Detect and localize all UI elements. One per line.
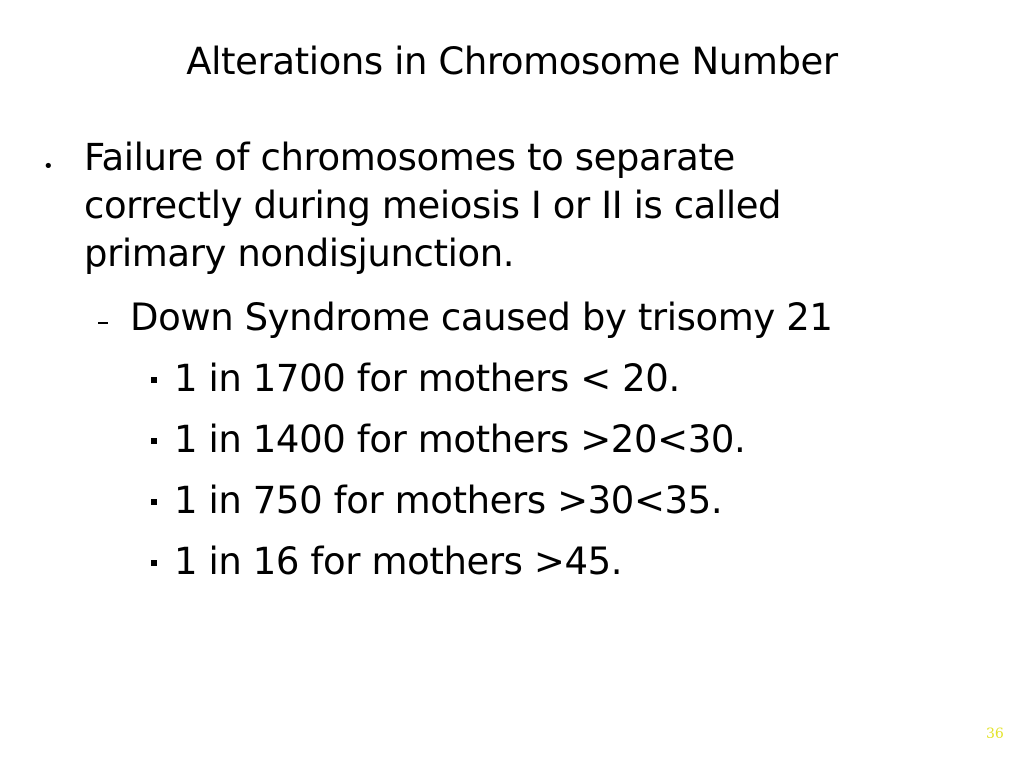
sub-bullet-text: Down Syndrome caused by trisomy 21 xyxy=(130,296,833,339)
sub-sub-bullet: 1 in 16 for mothers >45. xyxy=(174,540,623,583)
round-bullet-icon: • xyxy=(43,156,54,177)
bullet-line: correctly during meiosis I or II is called xyxy=(84,184,782,227)
sub-sub-bullet: 1 in 1400 for mothers >20<30. xyxy=(174,418,746,461)
bullet-text xyxy=(84,134,884,278)
slide-title: Alterations in Chromosome Number xyxy=(186,40,838,83)
dash-bullet-icon xyxy=(98,322,108,324)
square-bullet-icon xyxy=(151,377,157,383)
bullet-line: Failure of chromosomes to separate xyxy=(84,136,735,179)
bullet-line: primary nondisjunction. xyxy=(84,232,515,275)
page-number: 36 xyxy=(986,726,1004,742)
square-bullet-icon xyxy=(151,499,157,505)
sub-sub-bullet: 1 in 750 for mothers >30<35. xyxy=(174,479,723,522)
square-bullet-icon xyxy=(151,438,157,444)
square-bullet-icon xyxy=(151,560,157,566)
sub-sub-bullet: 1 in 1700 for mothers < 20. xyxy=(174,357,680,400)
